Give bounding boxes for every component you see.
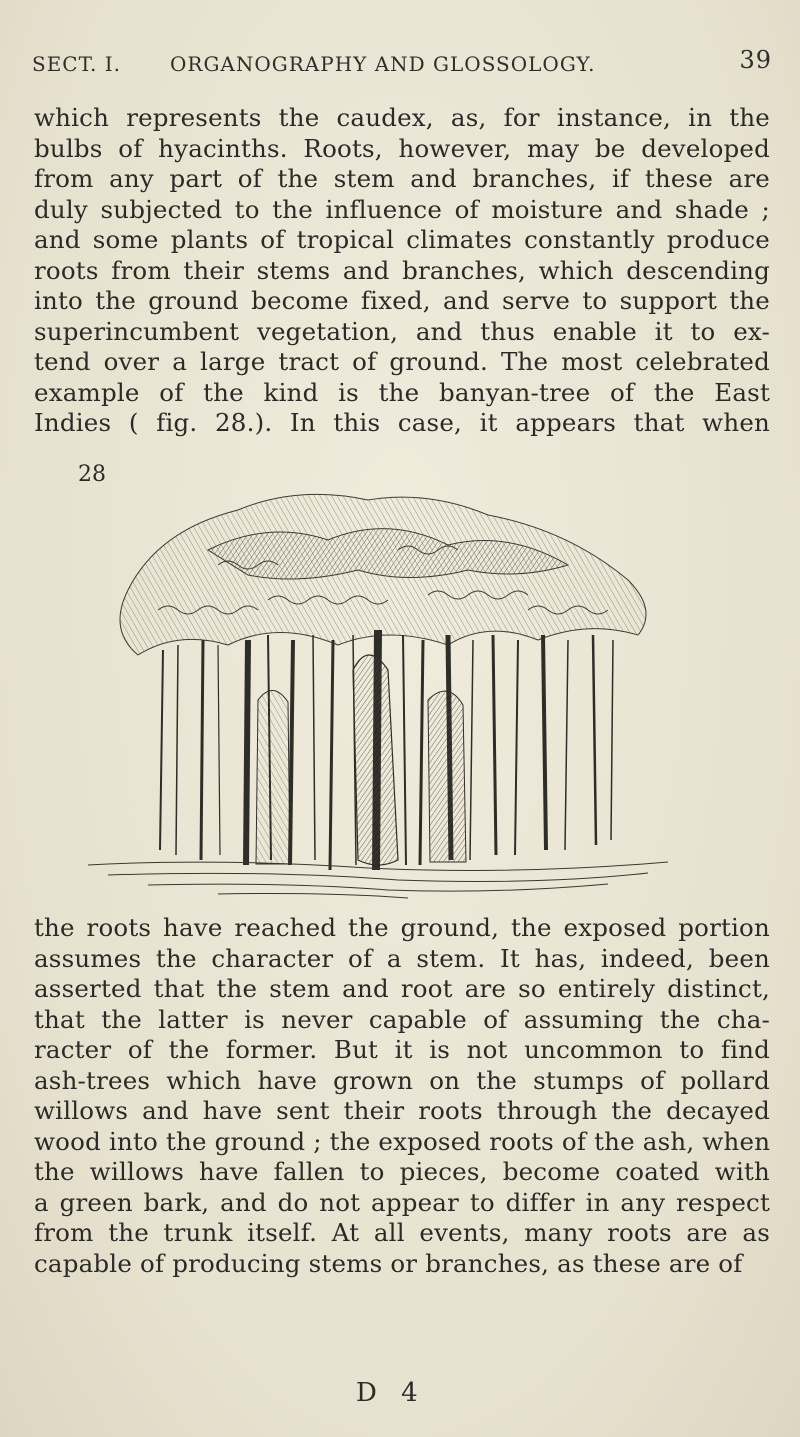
text-line: into the ground become fixed, and serve to support the bbox=[34, 286, 770, 315]
text-line: superincumbent vegetation, and thus enable it to ex- bbox=[34, 316, 770, 346]
figure-label: 28 bbox=[78, 462, 106, 487]
text-line: which represents the caudex, as, for instance, in the bbox=[34, 103, 770, 132]
page-number: 39 bbox=[739, 46, 772, 74]
section-label: SECT. I. bbox=[32, 52, 121, 76]
signature-mark: D 4 bbox=[356, 1378, 426, 1408]
text-line: from any part of the stem and branches, if these are bbox=[34, 164, 770, 193]
text-line: capable of producing stems or branches, as these are of bbox=[34, 1248, 743, 1278]
text-line: Indies ( fig. 28.). In this case, it appears that when bbox=[34, 408, 770, 437]
text-line: example of the kind is the banyan-tree of the East bbox=[34, 377, 770, 407]
text-line: duly subjected to the influence of moisture and shade ; bbox=[34, 194, 770, 224]
text-line: willows and have sent their roots through the decayed bbox=[34, 1096, 770, 1125]
text-line: a green bark, and do not appear to differ in any respect bbox=[34, 1187, 770, 1217]
paragraph-top bbox=[34, 103, 770, 439]
text-line: asserted that the stem and root are so entirely distinct, bbox=[34, 974, 770, 1003]
running-header bbox=[32, 46, 772, 82]
text-line: tend over a large tract of ground. The most celebrated bbox=[34, 347, 770, 376]
text-line: wood into the ground ; the exposed roots of the ash, when bbox=[34, 1126, 771, 1156]
text-line: and some plants of tropical climates constantly produce bbox=[34, 225, 770, 254]
text-line: that the latter is never capable of assuming the cha- bbox=[34, 1004, 770, 1034]
text-line: ash-trees which have grown on the stumps of pollard bbox=[34, 1065, 770, 1095]
main-trunk bbox=[353, 655, 398, 865]
text-line: assumes the character of a stem. It has, indeed, been bbox=[34, 943, 770, 973]
text-line: racter of the former. But it is not uncommon to find bbox=[34, 1035, 770, 1064]
banyan-tree-illustration bbox=[68, 470, 688, 900]
text-line: roots from their stems and branches, which descending bbox=[34, 255, 770, 285]
text-line: from the trunk itself. At all events, many roots are as bbox=[34, 1218, 770, 1247]
text-line: bulbs of hyacinths. Roots, however, may be developed bbox=[34, 133, 770, 163]
text-line: the willows have fallen to pieces, become coated with bbox=[34, 1157, 770, 1186]
text-line: the roots have reached the ground, the exposed portion bbox=[34, 913, 770, 942]
paragraph-bottom bbox=[34, 913, 770, 1279]
canopy bbox=[120, 494, 646, 655]
running-title: ORGANOGRAPHY AND GLOSSOLOGY. bbox=[170, 52, 596, 76]
